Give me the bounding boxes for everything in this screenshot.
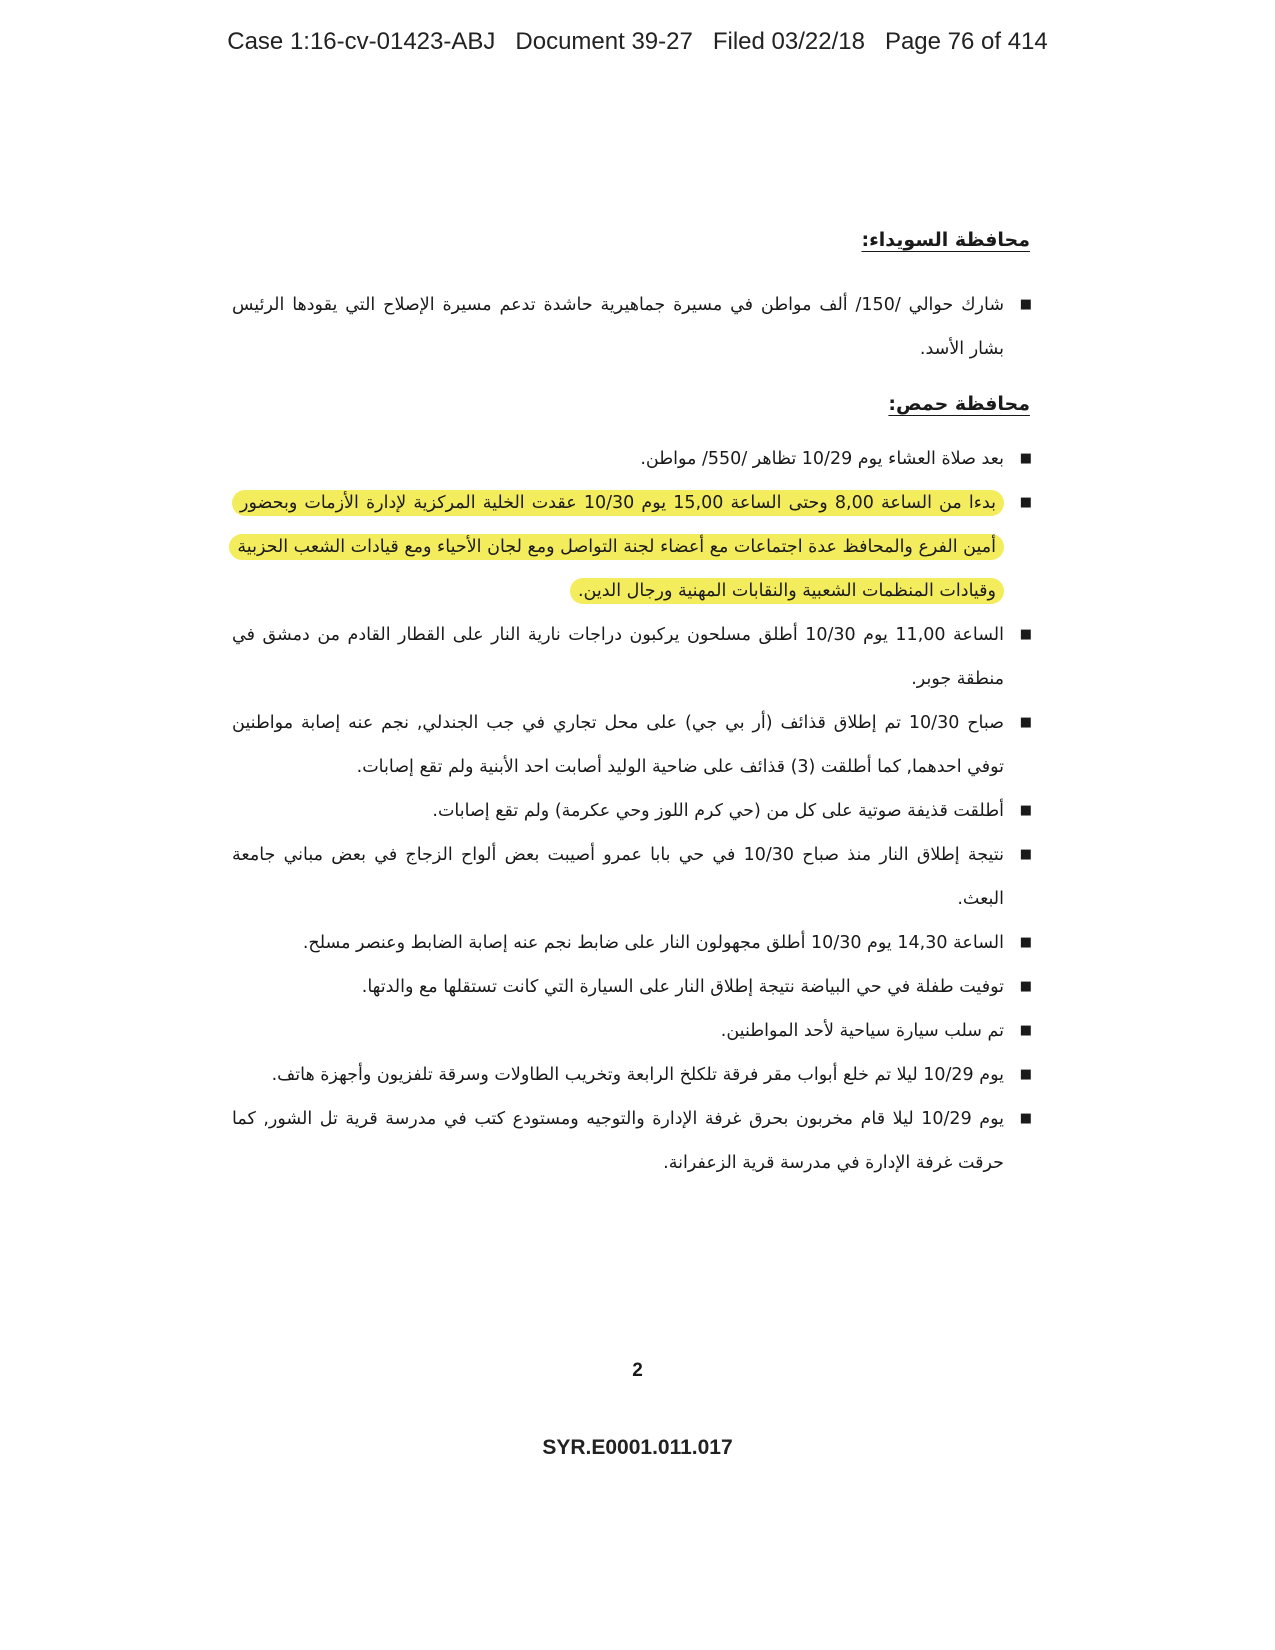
list-item <box>232 283 1032 371</box>
item-text: الساعة 11,00 يوم 10/30 أطلق مسلحون يركبون دراجات نارية النار على القطار القادم من دمشق في منطقة جوبر. <box>232 625 1005 689</box>
bullet-icon: ■ <box>1019 803 1032 818</box>
document-body <box>232 225 1032 1185</box>
bullet-icon: ■ <box>1019 1067 1032 1082</box>
item-text: أطلقت قذيفة صوتية على كل من (حي كرم اللوز وحي عكرمة) ولم تقع إصابات. <box>432 801 1004 821</box>
bates-number: SYR.E0001.011.017 <box>542 1436 733 1459</box>
list-item <box>232 613 1032 701</box>
list-item <box>232 1097 1032 1185</box>
item-text: يوم 10/29 ليلا قام مخربون بحرق غرفة الإدارة والتوجيه ومستودع كتب في مدرسة قرية تل الشور, كما حرقت غرفة الإدارة في مدرسة قرية الزعفرانة. <box>232 1109 1004 1173</box>
item-text: شارك حوالي /150/ ألف مواطن في مسيرة جماهيرية حاشدة تدعم مسيرة الإصلاح التي يقودها الرئيس بشار الأسد. <box>232 295 1005 359</box>
item-text: يوم 10/29 ليلا تم خلع أبواب مقر فرقة تلكلخ الرابعة وتخريب الطاولات وسرقة تلفزيون وأجهزة هاتف. <box>271 1065 1004 1085</box>
bullet-icon: ■ <box>1019 715 1032 730</box>
bullet-icon: ■ <box>1019 979 1032 994</box>
section-heading-sweida: محافظة السويداء: <box>861 229 1030 251</box>
bullet-icon: ■ <box>1019 297 1032 312</box>
item-text: توفيت طفلة في حي البياضة نتيجة إطلاق النار على السيارة التي كانت تستقلها مع والدتها. <box>361 977 1004 997</box>
item-text: نتيجة إطلاق النار منذ صباح 10/30 في حي بابا عمرو أصيبت بعض ألواح الزجاج في بعض مباني جامعة البعث. <box>232 845 1004 909</box>
list-item-highlighted <box>232 481 1032 613</box>
list-item <box>232 1009 1032 1053</box>
bullet-icon: ■ <box>1019 935 1032 950</box>
page-number: 2 <box>632 1360 643 1381</box>
bullet-icon: ■ <box>1019 627 1032 642</box>
item-text: بعد صلاة العشاء يوم 10/29 تظاهر /550/ مواطن. <box>640 449 1004 469</box>
bullet-icon: ■ <box>1019 495 1032 510</box>
list-item <box>232 921 1032 965</box>
item-text: تم سلب سيارة سياحية لأحد المواطنين. <box>720 1021 1004 1041</box>
section-heading-homs: محافظة حمص: <box>888 393 1030 415</box>
highlighted-text: بدءا من الساعة 8,00 وحتى الساعة 15,00 يوم 10/30 عقدت الخلية المركزية لإدارة الأزمات وبحضور أمين الفرع والمحافظ عدة اجتماعات مع أعضاء لجنة التواصل ومع لجان الأحياء ومع قيادات الشعب الحزبية وقيادات المنظمات الشعبية والنقابات المهنية ورجال الدين. <box>229 490 1004 604</box>
bullet-icon: ■ <box>1019 451 1032 466</box>
list-item <box>232 437 1032 481</box>
item-text: الساعة 14,30 يوم 10/30 أطلق مجهولون النار على ضابط نجم عنه إصابة الضابط وعنصر مسلح. <box>302 933 1004 953</box>
case-header: Case 1:16-cv-01423-ABJ Document 39-27 Filed 03/22/18 Page 76 of 414 <box>227 28 1048 55</box>
bullet-icon: ■ <box>1019 847 1032 862</box>
list-item <box>232 789 1032 833</box>
list-item <box>232 1053 1032 1097</box>
list-item <box>232 701 1032 789</box>
item-text: صباح 10/30 تم إطلاق قذائف (أر بي جي) على محل تجاري في جب الجندلي, نجم عنه إصابة مواطنين توفي احدهما, كما أطلقت (3) قذائف على ضاحية الوليد أصابت احد الأبنية ولم تقع إصابات. <box>232 713 1005 777</box>
list-item <box>232 833 1032 921</box>
bullet-icon: ■ <box>1019 1023 1032 1038</box>
homs-list <box>232 437 1032 1185</box>
list-item <box>232 965 1032 1009</box>
sweida-list <box>232 283 1032 371</box>
bullet-icon: ■ <box>1019 1111 1032 1126</box>
